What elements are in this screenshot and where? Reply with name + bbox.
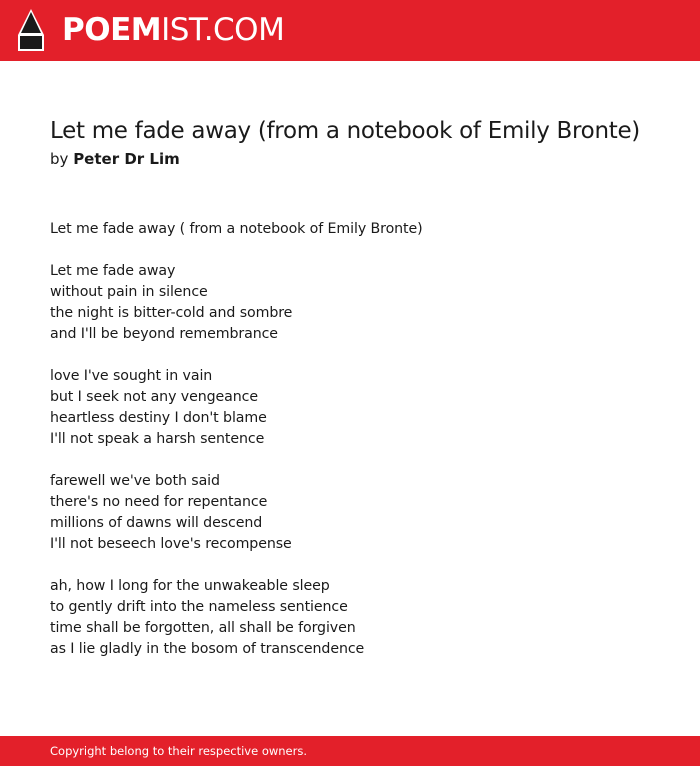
stanza [50, 366, 670, 450]
poem-line: there's no need for repentance [50, 494, 268, 510]
poem-line: and I'll be beyond remembrance [50, 326, 278, 342]
poem-line: heartless destiny I don't blame [50, 410, 267, 426]
copyright-text: Copyright belong to their respective owners. [50, 744, 308, 758]
poem-line: love I've sought in vain [50, 368, 213, 384]
pencil-icon[interactable] [18, 9, 44, 51]
poem-line: ah, how I long for the unwakeable sleep [50, 578, 330, 594]
stanza [50, 261, 670, 345]
poem-line: without pain in silence [50, 284, 208, 300]
stanza [50, 576, 670, 660]
poem-body [50, 219, 670, 660]
poem-line: millions of dawns will descend [50, 515, 263, 531]
poem-line: I'll not speak a harsh sentence [50, 431, 265, 447]
stanza-gap [50, 450, 670, 471]
poem-line: as I lie gladly in the bosom of transcendence [50, 641, 365, 657]
site-header [0, 0, 700, 61]
poem-heading-line: Let me fade away ( from a notebook of Emily Bronte) [50, 221, 423, 237]
stanza-gap [50, 240, 670, 261]
author-name: Peter Dr Lim [73, 150, 180, 168]
poem-line: Let me fade away [50, 263, 176, 279]
stanza [50, 471, 670, 555]
poem-line: farewell we've both said [50, 473, 220, 489]
poem-line: the night is bitter-cold and sombre [50, 305, 293, 321]
site-footer [0, 736, 700, 766]
logo-bold-text: POEM [62, 12, 162, 48]
logo-light-text: IST.COM [161, 12, 285, 48]
poem-line: time shall be forgotten, all shall be forgiven [50, 620, 356, 636]
poem-line: to gently drift into the nameless sentience [50, 599, 348, 615]
stanza-gap [50, 345, 670, 366]
stanza-gap [50, 555, 670, 576]
poem-line: but I seek not any vengeance [50, 389, 258, 405]
poem-line: I'll not beseech love's recompense [50, 536, 292, 552]
poem-title: Let me fade away (from a notebook of Emily Bronte) [50, 118, 640, 144]
site-logo[interactable] [62, 12, 284, 48]
byline [50, 149, 180, 169]
by-label: by [50, 150, 69, 168]
